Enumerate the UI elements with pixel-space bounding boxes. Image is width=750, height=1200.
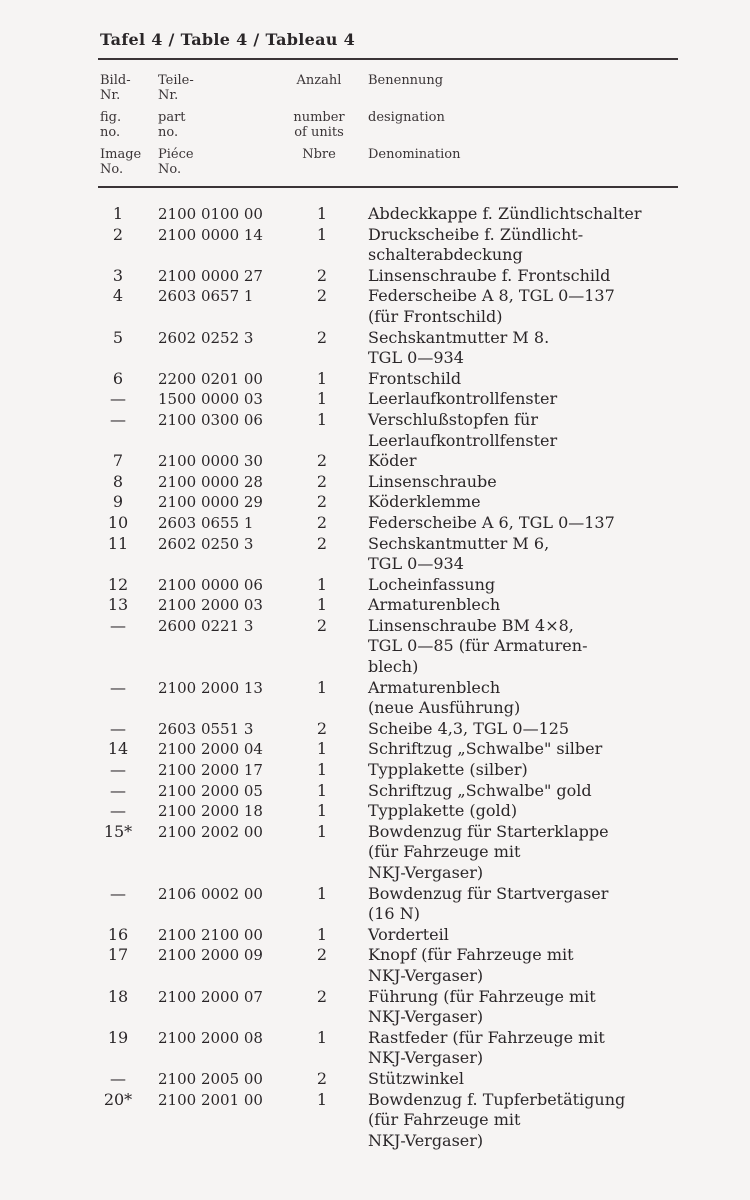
row-quantity: 2 xyxy=(316,718,328,738)
table-row xyxy=(98,719,683,740)
row-part-number: 2100 2000 09 xyxy=(158,946,263,965)
designation-line: Schriftzug „Schwalbe" silber xyxy=(368,739,603,759)
designation-line: Druckscheibe f. Zündlicht- xyxy=(368,224,584,244)
row-quantity: 2 xyxy=(316,286,328,306)
row-quantity: 1 xyxy=(316,883,328,903)
designation-line: Schriftzug „Schwalbe" gold xyxy=(368,780,592,800)
designation-line: Sechskantmutter M 6, xyxy=(368,533,550,553)
row-fig-number: 10 xyxy=(107,512,129,532)
row-designation xyxy=(368,616,688,678)
row-quantity: 1 xyxy=(316,409,328,429)
row-part-number: 2100 0300 06 xyxy=(158,410,263,429)
row-quantity: 2 xyxy=(316,451,328,471)
designation-line: Bowdenzug für Startvergaser xyxy=(368,883,609,903)
row-designation xyxy=(368,534,688,575)
table-row xyxy=(98,369,683,390)
row-part-number: 2200 0201 00 xyxy=(158,369,263,388)
row-part-number: 2100 0100 00 xyxy=(158,205,263,223)
table-row xyxy=(98,822,683,884)
row-quantity: 1 xyxy=(316,739,328,759)
designation-line: Federscheibe A 8, TGL 0—137 xyxy=(368,286,615,306)
table-row xyxy=(98,925,683,946)
row-designation xyxy=(368,1069,688,1090)
table-row xyxy=(98,575,683,596)
row-fig-number: 1 xyxy=(112,204,124,223)
designation-line: (für Fahrzeuge mit xyxy=(368,842,521,862)
row-designation xyxy=(368,328,688,369)
row-quantity: 1 xyxy=(316,924,328,944)
row-designation xyxy=(368,204,688,225)
row-designation xyxy=(368,286,688,327)
row-part-number: 2100 0000 28 xyxy=(158,472,263,491)
row-part-number: 2100 2000 03 xyxy=(158,596,263,615)
row-fig-number: 11 xyxy=(107,533,129,553)
designation-line: NKJ-Vergaser) xyxy=(368,1130,484,1150)
row-designation xyxy=(368,369,688,390)
row-quantity: 1 xyxy=(316,368,328,388)
row-fig-number: — xyxy=(110,677,126,697)
row-part-number: 2106 0002 00 xyxy=(158,884,263,903)
row-designation xyxy=(368,884,688,925)
row-part-number: 2100 0000 14 xyxy=(158,225,263,244)
table-row xyxy=(98,328,683,369)
table-row xyxy=(98,1069,683,1090)
designation-line: (16 N) xyxy=(368,904,420,924)
header-name-fr: Denomination xyxy=(368,147,461,162)
row-fig-number: — xyxy=(110,883,126,903)
row-quantity: 1 xyxy=(316,1089,328,1109)
row-fig-number: 6 xyxy=(112,368,124,388)
designation-line: Köder xyxy=(368,451,417,471)
header-part-de: Teile- Nr. xyxy=(158,73,194,103)
row-quantity: 1 xyxy=(316,677,328,697)
row-part-number: 2100 2000 04 xyxy=(158,740,263,759)
row-quantity: 2 xyxy=(316,265,328,285)
table-row xyxy=(98,513,683,534)
row-quantity: 1 xyxy=(316,389,328,409)
row-fig-number: — xyxy=(110,780,126,800)
table-row xyxy=(98,472,683,493)
row-fig-number: 15* xyxy=(103,821,133,841)
row-fig-number: 7 xyxy=(112,451,124,471)
designation-line: (für Frontschild) xyxy=(368,306,503,326)
row-fig-number: 3 xyxy=(112,265,124,285)
row-designation xyxy=(368,266,688,287)
row-fig-number: 14 xyxy=(107,739,129,759)
row-part-number: 2100 0000 27 xyxy=(158,266,263,285)
table-row xyxy=(98,204,683,225)
row-fig-number: — xyxy=(110,760,126,780)
row-part-number: 2600 0221 3 xyxy=(158,616,254,635)
row-fig-number: — xyxy=(110,409,126,429)
designation-line: Rastfeder (für Fahrzeuge mit xyxy=(368,1027,605,1047)
row-designation xyxy=(368,1090,688,1152)
designation-line: TGL 0—85 (für Armaturen- xyxy=(368,636,588,656)
table-row xyxy=(98,225,683,266)
table-row xyxy=(98,801,683,822)
designation-line: NKJ-Vergaser) xyxy=(368,1048,484,1068)
row-fig-number: — xyxy=(110,1068,126,1088)
table-row xyxy=(98,781,683,802)
row-fig-number: — xyxy=(110,615,126,635)
table-row xyxy=(98,760,683,781)
row-part-number: 2602 0252 3 xyxy=(158,328,254,347)
row-part-number: 2100 2000 17 xyxy=(158,761,263,780)
designation-line: blech) xyxy=(368,657,419,677)
table-row xyxy=(98,739,683,760)
designation-line: Verschlußstopfen für xyxy=(368,409,538,429)
designation-line: Federscheibe A 6, TGL 0—137 xyxy=(368,512,615,532)
row-fig-number: 12 xyxy=(107,574,129,594)
row-fig-number: 13 xyxy=(107,595,129,615)
row-designation xyxy=(368,801,688,822)
row-quantity: 1 xyxy=(316,224,328,244)
row-fig-number: 16 xyxy=(107,924,129,944)
header-qty-en: number of units xyxy=(293,110,345,140)
row-designation xyxy=(368,945,688,986)
designation-line: Stützwinkel xyxy=(368,1068,464,1088)
row-part-number: 2100 2002 00 xyxy=(158,822,263,841)
table-row xyxy=(98,286,683,327)
row-designation xyxy=(368,410,688,451)
header-bottom-rule xyxy=(98,186,678,188)
row-fig-number: 9 xyxy=(112,492,124,512)
row-fig-number: — xyxy=(110,801,126,821)
designation-line: Sechskantmutter M 8. xyxy=(368,327,550,347)
designation-line: Bowdenzug für Starterklappe xyxy=(368,821,609,841)
row-part-number: 2100 2100 00 xyxy=(158,925,263,944)
table-row xyxy=(98,595,683,616)
row-part-number: 2100 2000 13 xyxy=(158,678,263,697)
row-quantity: 2 xyxy=(316,492,328,512)
row-designation xyxy=(368,760,688,781)
designation-line: Köderklemme xyxy=(368,492,481,512)
designation-line: Vorderteil xyxy=(368,924,449,944)
top-rule xyxy=(98,58,678,60)
row-part-number: 2100 2005 00 xyxy=(158,1069,263,1088)
row-fig-number: 5 xyxy=(112,327,124,347)
designation-line: TGL 0—934 xyxy=(368,554,464,574)
row-quantity: 2 xyxy=(316,986,328,1006)
designation-line: Armaturenblech xyxy=(368,595,501,615)
row-fig-number: 17 xyxy=(107,945,129,965)
designation-line: Führung (für Fahrzeuge mit xyxy=(368,986,596,1006)
row-designation xyxy=(368,1028,688,1069)
row-part-number: 2100 2000 18 xyxy=(158,802,263,821)
row-fig-number: — xyxy=(110,718,126,738)
row-quantity: 2 xyxy=(316,327,328,347)
row-quantity: 2 xyxy=(316,471,328,491)
designation-line: Linsenschraube xyxy=(368,471,497,491)
row-designation xyxy=(368,451,688,472)
row-designation xyxy=(368,472,688,493)
designation-line: Typplakette (gold) xyxy=(368,801,518,821)
row-quantity: 2 xyxy=(316,945,328,965)
designation-line: Leerlaufkontrollfenster xyxy=(368,389,558,409)
designation-line: NKJ-Vergaser) xyxy=(368,1007,484,1027)
row-designation xyxy=(368,678,688,719)
table-title: Tafel 4 / Table 4 / Tableau 4 xyxy=(100,30,356,49)
table-row xyxy=(98,389,683,410)
table-row xyxy=(98,410,683,451)
table-row xyxy=(98,266,683,287)
header-name-de: Benennung xyxy=(368,73,444,88)
designation-line: Frontschild xyxy=(368,368,462,388)
row-quantity: 1 xyxy=(316,821,328,841)
header-qty-de: Anzahl xyxy=(296,73,342,88)
table-row xyxy=(98,616,683,678)
designation-line: (für Fahrzeuge mit xyxy=(368,1110,521,1130)
designation-line: (neue Ausführung) xyxy=(368,698,521,718)
row-designation xyxy=(368,781,688,802)
row-part-number: 2100 2000 05 xyxy=(158,781,263,800)
designation-line: Linsenschraube f. Frontschild xyxy=(368,265,611,285)
header-part-en: part no. xyxy=(158,110,186,140)
header-fig-de: Bild- Nr. xyxy=(100,73,131,103)
row-fig-number: 8 xyxy=(112,471,124,491)
header-part-fr: Piéce No. xyxy=(158,147,194,177)
designation-line: Knopf (für Fahrzeuge mit xyxy=(368,945,574,965)
row-fig-number: — xyxy=(110,389,126,409)
row-quantity: 1 xyxy=(316,760,328,780)
row-part-number: 2603 0551 3 xyxy=(158,719,254,738)
row-quantity: 2 xyxy=(316,533,328,553)
row-quantity: 1 xyxy=(316,204,328,223)
row-part-number: 2100 2001 00 xyxy=(158,1090,263,1109)
table-row xyxy=(98,678,683,719)
designation-line: Linsenschraube BM 4×8, xyxy=(368,615,574,635)
header-fig-fr: Image No. xyxy=(100,147,142,177)
row-part-number: 2603 0655 1 xyxy=(158,513,254,532)
designation-line: NKJ-Vergaser) xyxy=(368,965,484,985)
row-part-number: 2100 2000 08 xyxy=(158,1028,263,1047)
row-designation xyxy=(368,822,688,884)
row-quantity: 1 xyxy=(316,595,328,615)
row-fig-number: 2 xyxy=(112,224,124,244)
designation-line: Typplakette (silber) xyxy=(368,760,528,780)
row-designation xyxy=(368,492,688,513)
row-quantity: 1 xyxy=(316,801,328,821)
row-fig-number: 18 xyxy=(107,986,129,1006)
row-part-number: 2100 0000 30 xyxy=(158,452,263,471)
designation-line: Armaturenblech xyxy=(368,677,501,697)
parts-table-body xyxy=(98,204,683,1151)
row-designation xyxy=(368,925,688,946)
table-row xyxy=(98,945,683,986)
row-part-number: 1500 0000 03 xyxy=(158,390,263,409)
designation-line: schalterabdeckung xyxy=(368,245,523,265)
row-part-number: 2100 2000 07 xyxy=(158,987,263,1006)
row-designation xyxy=(368,595,688,616)
designation-line: Abdeckkappe f. Zündlichtschalter xyxy=(368,204,642,223)
row-designation xyxy=(368,389,688,410)
row-fig-number: 20* xyxy=(103,1089,133,1109)
table-row xyxy=(98,534,683,575)
table-row xyxy=(98,1090,683,1152)
table-row xyxy=(98,1028,683,1069)
row-designation xyxy=(368,987,688,1028)
header-qty-fr: Nbre xyxy=(302,147,336,162)
table-row xyxy=(98,492,683,513)
row-quantity: 1 xyxy=(316,574,328,594)
designation-line: Leerlaufkontrollfenster xyxy=(368,430,558,450)
row-part-number: 2603 0657 1 xyxy=(158,287,254,306)
header-name-en: designation xyxy=(368,110,445,125)
row-quantity: 1 xyxy=(316,1027,328,1047)
row-designation xyxy=(368,225,688,266)
header-fig-en: fig. no. xyxy=(100,110,122,140)
table-row xyxy=(98,987,683,1028)
row-part-number: 2100 0000 29 xyxy=(158,493,263,512)
designation-line: NKJ-Vergaser) xyxy=(368,863,484,882)
designation-line: TGL 0—934 xyxy=(368,348,464,368)
row-designation xyxy=(368,575,688,596)
designation-line: Locheinfassung xyxy=(368,574,496,594)
designation-line: Scheibe 4,3, TGL 0—125 xyxy=(368,718,570,738)
table-row xyxy=(98,884,683,925)
row-designation xyxy=(368,719,688,740)
designation-line: Bowdenzug f. Tupferbetätigung xyxy=(368,1089,626,1109)
row-quantity: 1 xyxy=(316,780,328,800)
table-row xyxy=(98,451,683,472)
row-quantity: 2 xyxy=(316,1068,328,1088)
row-designation xyxy=(368,513,688,534)
row-designation xyxy=(368,739,688,760)
row-part-number: 2100 0000 06 xyxy=(158,575,263,594)
row-fig-number: 19 xyxy=(107,1027,129,1047)
row-quantity: 2 xyxy=(316,512,328,532)
row-part-number: 2602 0250 3 xyxy=(158,534,254,553)
row-fig-number: 4 xyxy=(112,286,124,306)
row-quantity: 2 xyxy=(316,615,328,635)
